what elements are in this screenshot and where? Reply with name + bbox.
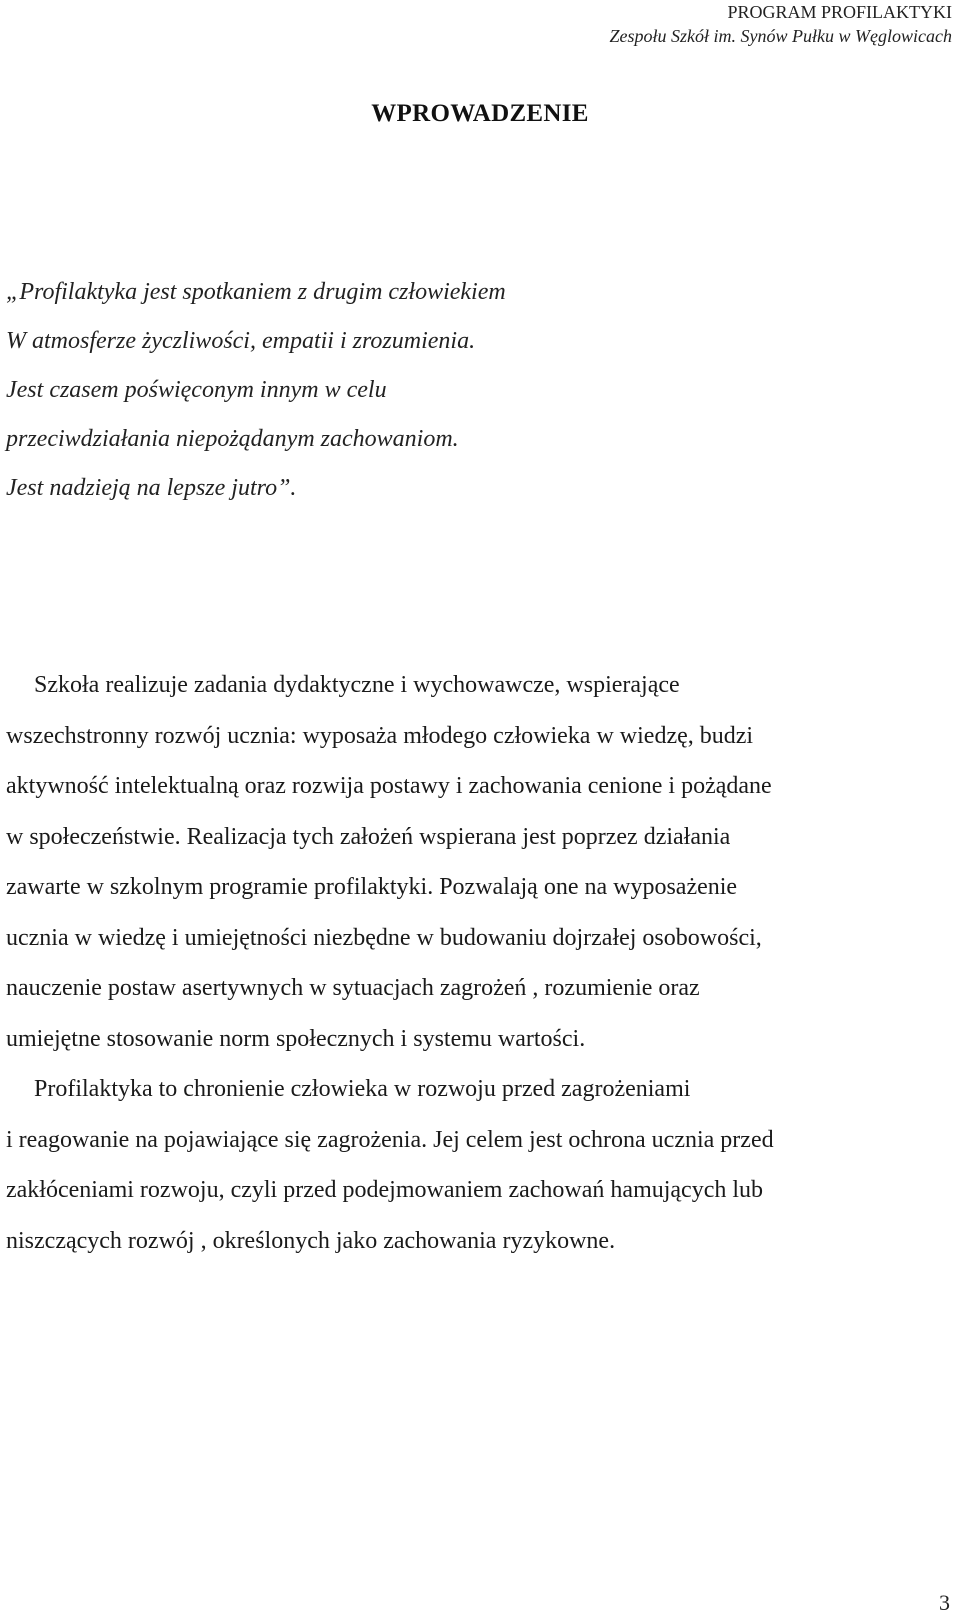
paragraph-line: Szkoła realizuje zadania dydaktyczne i wychowawcze, wspierające xyxy=(34,672,680,698)
paragraph-line: zakłóceniami rozwoju, czyli przed podejmowaniem zachowań hamujących lub xyxy=(6,1177,764,1203)
header-program-title: PROGRAM PROFILAKTYKI xyxy=(727,2,952,22)
paragraph-line: w społeczeństwie. Realizacja tych założeń wspierana jest poprzez działania xyxy=(6,823,731,850)
header-school-name: Zespołu Szkół im. Synów Pułku w Węglowicach xyxy=(609,26,952,46)
motto-line: Jest nadzieją na lepsze jutro”. xyxy=(6,475,297,501)
motto-line: W atmosferze życzliwości, empatii i zrozumienia. xyxy=(6,328,476,354)
paragraph-line: Profilaktyka to chronienie człowieka w rozwoju przed zagrożeniami xyxy=(34,1076,691,1102)
paragraph-line: ucznia w wiedzę i umiejętności niezbędne w budowaniu dojrzałej osobowości, xyxy=(6,924,762,951)
paragraph-line: nauczenie postaw asertywnych w sytuacjach zagrożeń , rozumienie oraz xyxy=(6,975,700,1001)
paragraph-line: zawarte w szkolnym programie profilaktyki. Pozwalają one na wyposażenie xyxy=(6,874,738,900)
page-header xyxy=(610,0,952,48)
motto-line: przeciwdziałania niepożądanym zachowaniom. xyxy=(6,426,459,452)
paragraph-line: i reagowanie na pojawiające się zagrożenia. Jej celem jest ochrona ucznia przed xyxy=(6,1126,774,1153)
section-title: WPROWADZENIE xyxy=(371,100,589,127)
paragraph-line: aktywność intelektualną oraz rozwija postawy i zachowania cenione i pożądane xyxy=(6,773,772,799)
motto-quote xyxy=(6,268,506,513)
motto-line: Jest czasem poświęconym innym w celu xyxy=(6,377,387,403)
motto-line: „Profilaktyka jest spotkaniem z drugim człowiekiem xyxy=(6,279,506,305)
paragraph-line: umiejętne stosowanie norm społecznych i systemu wartości. xyxy=(6,1025,586,1052)
body-paragraphs xyxy=(6,660,946,1266)
page-number: 3 xyxy=(939,1590,950,1615)
paragraph-line: wszechstronny rozwój ucznia: wyposaża młodego człowieka w wiedzę, budzi xyxy=(6,722,754,749)
paragraph-line: niszczących rozwój , określonych jako zachowania ryzykowne. xyxy=(6,1227,616,1254)
